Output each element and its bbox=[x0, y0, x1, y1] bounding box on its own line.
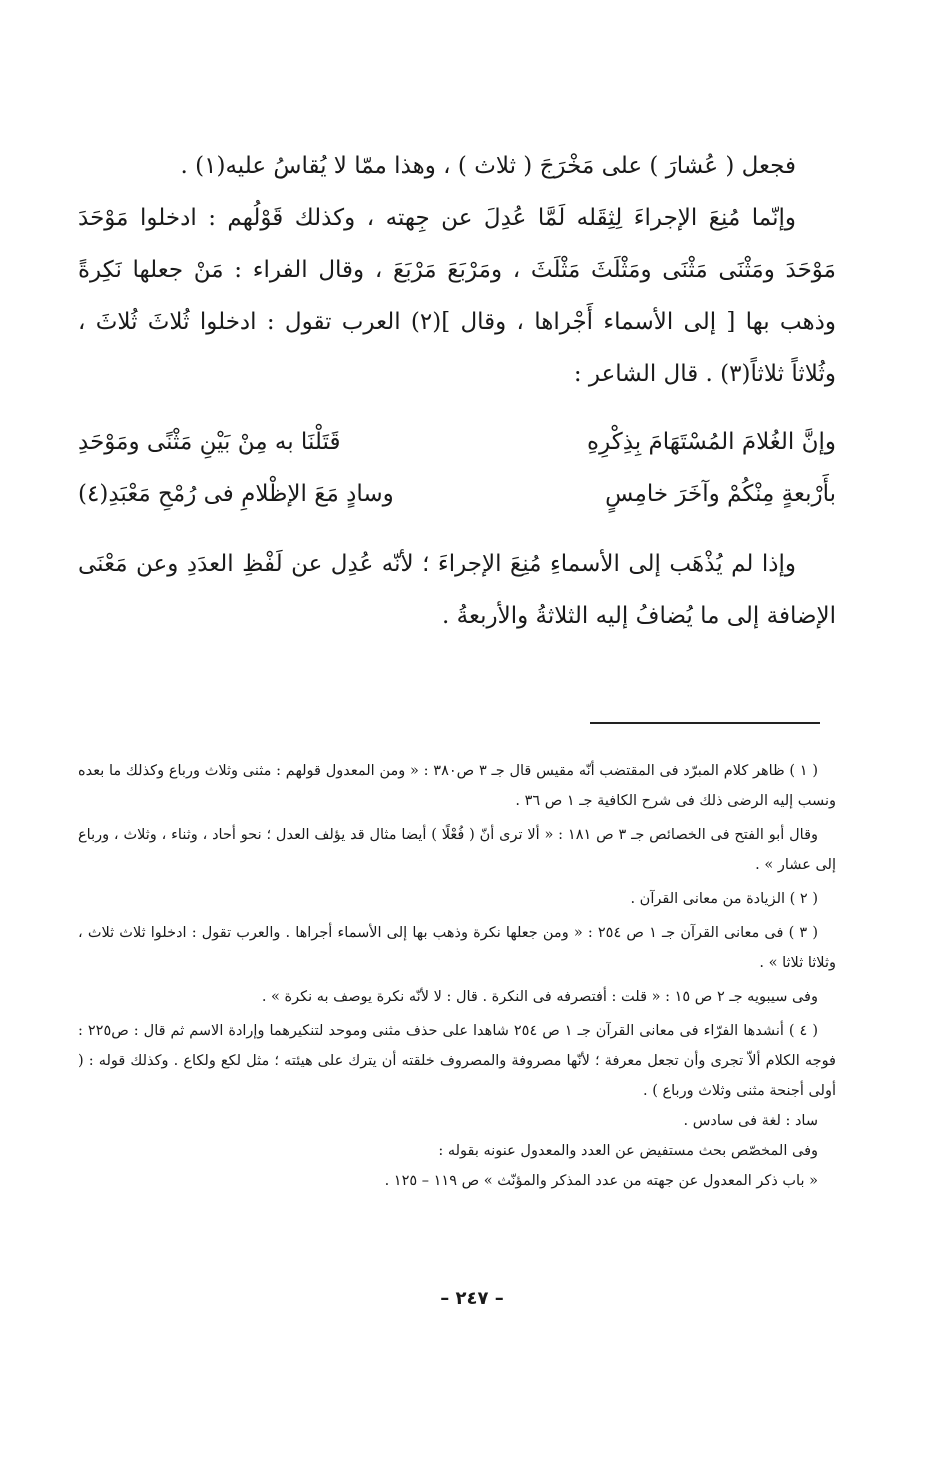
verse-line-2 bbox=[78, 468, 836, 520]
main-text bbox=[78, 140, 836, 642]
paragraph-2: وإنّما مُنِعَ الإجراءَ لِثِقَله لَمَّا عُدِلَ عن جِهته ، وكذلك قَوْلُهم : ادخلوا مَوْحَدَ مَوْحَدَ ومَثْنَى مَثْنَى ومَثْلَثَ مَثْلَثَ ، ومَرْبَعَ مَرْبَعَ ، وقال الفراء : مَنْ جعلها نَكِرةً وذهب بها [ إلى الأسماء أَجْراها ، وقال ](٢) العرب تقول : ادخلوا ثُلاثَ ثُلاثَ ، وثُلاثاً ثلاثاً(٣) . قال الشاعر : bbox=[78, 205, 836, 387]
paragraph-3: وإذا لم يُذْهَب إلى الأسماءِ مُنِعَ الإجراءَ ؛ لأنّه عُدِل عن لَفْظِ العدَدِ وعن مَعْنَى الإضافة إلى ما يُضافُ إليه الثلاثةُ والأربعةُ . bbox=[78, 551, 836, 629]
verse-line-1 bbox=[78, 416, 836, 468]
footnote-divider bbox=[590, 722, 820, 724]
footnote-1: ( ١ ) ظاهر كلام المبرّد فى المقتضب أنّه مقيس قال جـ ٣ ص٣٨٠ : « ومن المعدول قولهم : مثنى وثلاث ورباع وكذلك ما بعده ونسب إليه الرضى ذلك فى شرح الكافية جـ ١ ص ٣٦ . bbox=[78, 763, 836, 809]
footnote-2: ( ٢ ) الزيادة من معانى القرآن . bbox=[630, 891, 818, 907]
footnote-4-gloss: ساد : لغة فى سادس . bbox=[683, 1113, 818, 1129]
page-number: – ٢٤٧ – bbox=[440, 1288, 504, 1309]
footnote-3: ( ٣ ) فى معانى القرآن جـ ١ ص ٢٥٤ : « ومن جعلها نكرة وذهب بها إلى الأسماء أجراها . والعرب تقول : ادخلوا ثلاث ثلاث ، وثلاثا ثلاثا » . bbox=[78, 925, 836, 971]
paragraph-1: فجعل ( عُشارَ ) على مَخْرَجَ ( ثلاث ) ، وهذا ممّا لا يُقاسُ عليه(١) . bbox=[180, 153, 796, 179]
footnote-4-chapter: « باب ذكر المعدول عن جهته من عدد المذكر والمؤنّث » ص ١١٩ – ١٢٥ . bbox=[384, 1173, 818, 1189]
verse-2-second-hemistich: وسادٍ مَعَ الإظْلامِ فى رُمْحِ مَعْبَدِ(٤) bbox=[78, 481, 394, 507]
verse-1-second-hemistich: قَتَلْنَا به مِنْ بَيْنِ مَثْنًى ومَوْحَدِ bbox=[78, 429, 341, 455]
footnote-3-continued: وفى سيبويه جـ ٢ ص ١٥ : « قلت : أفتصرفه فى النكرة . قال : لا لأنّه نكرة يوصف به نكرة » . bbox=[261, 989, 818, 1005]
footnotes bbox=[78, 756, 836, 1196]
verse-1-first-hemistich: وإنَّ الغُلامَ المُسْتَهَامَ بِذِكْرِهِ bbox=[587, 429, 836, 455]
footnote-4: ( ٤ ) أنشدها الفرّاء فى معانى القرآن جـ ١ ص ٢٥٤ شاهدا على حذف مثنى وموحد لتنكيرهما وإرادة الاسم ثم قال : ص٢٢٥ : فوجه الكلام ألاّ تجرى وأن تجعل معرفة ؛ لأنّها مصروفة والمصروف خلقته أن يترك على هيئته ؛ مثل لكع ولكاع . وكذلك قوله : ( أولى أجنحة مثنى وثلاث ورباع ) . bbox=[78, 1023, 836, 1099]
footnote-4-reference: وفى المخصّص بحث مستفيض عن العدد والمعدول عنونه بقوله : bbox=[438, 1143, 818, 1159]
verse-2-first-hemistich: بأَرْبعةٍ مِنْكُمْ وآخَرَ خامِسٍ bbox=[605, 481, 836, 507]
footnote-1-continued: وقال أبو الفتح فى الخصائص جـ ٣ ص ١٨١ : « ألا ترى أنّ ( فُعْلًا ) أيضا مثال قد يؤلف العدل ؛ نحو أحاد ، وثناء ، وثلاث ، ورباع إلى عشار » . bbox=[78, 827, 836, 873]
